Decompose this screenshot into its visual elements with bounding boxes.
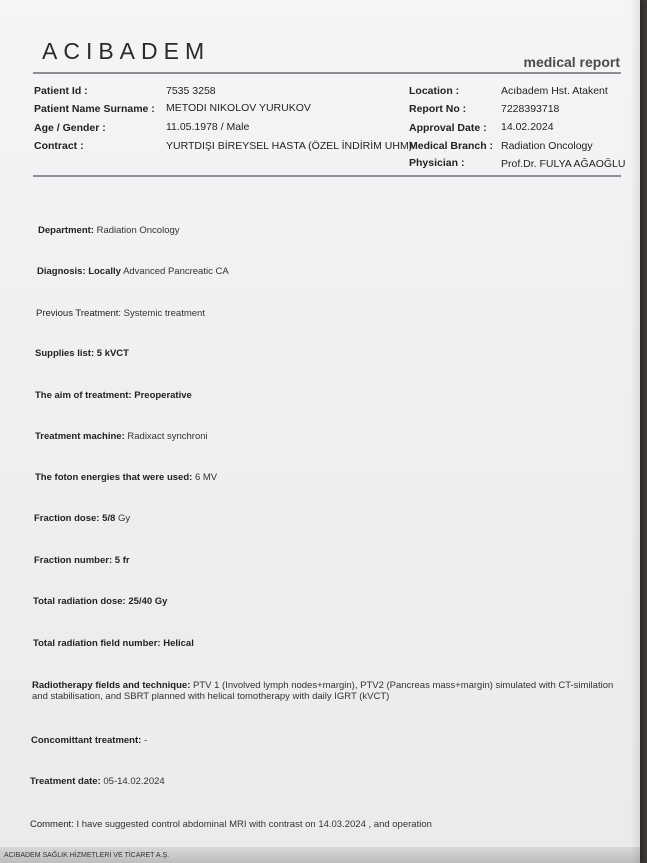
- previous-treatment-key: Previous Treatment:: [36, 308, 122, 319]
- technique-value: PTV 1 (Involved lymph nodes+margin), PTV2 (Pancreas mass+margin) simulated with CT-similation and stabilisation, and SBRT planned with helical tomotherapy with daily IGRT (kVCT): [32, 680, 614, 702]
- field-number-value: Helical: [163, 638, 194, 649]
- report-no-label: Report No :: [409, 103, 467, 115]
- physician-label: Physician :: [409, 157, 465, 169]
- header-divider-top: [33, 72, 621, 74]
- supplies-key: Supplies list:: [35, 348, 95, 359]
- diagnosis-value: Advanced Pancreatic CA: [123, 266, 229, 277]
- document-title: medical report: [523, 54, 620, 70]
- department-field: [38, 225, 628, 237]
- total-dose-field: [33, 596, 623, 608]
- fraction-dose-key: Fraction dose: 5/8: [34, 513, 116, 524]
- age-gender-value: 11.05.1978 / Male: [166, 121, 250, 133]
- treatment-machine-field: [35, 431, 625, 443]
- foton-energies-value: 6 MV: [194, 472, 218, 483]
- patient-name-label: Patient Name Surname :: [34, 103, 155, 115]
- total-dose-key: Total radiation dose:: [33, 596, 126, 607]
- foton-energies-field: [35, 472, 625, 484]
- treatment-aim-field: [35, 390, 625, 402]
- patient-id-value: 7535 3258: [166, 85, 216, 97]
- medical-branch-value: Radiation Oncology: [501, 140, 593, 152]
- treatment-aim-key: The aim of treatment:: [35, 390, 132, 401]
- location-value: Acıbadem Hst. Atakent: [501, 85, 608, 97]
- treatment-date-field: [30, 776, 620, 788]
- comment-key: Comment:: [30, 819, 74, 830]
- supplies-field: [35, 348, 625, 360]
- physician-value: Prof.Dr. FULYA AĞAOĞLU: [501, 158, 626, 170]
- previous-treatment-field: [36, 308, 626, 320]
- treatment-machine-key: Treatment machine:: [35, 431, 125, 442]
- department-value: Radiation Oncology: [96, 225, 180, 236]
- header-divider-bottom: [33, 175, 621, 177]
- paper-edge-shadow: [630, 0, 640, 863]
- contract-value: YURTDIŞI BİREYSEL HASTA (ÖZEL İNDİRİM UHM): [166, 140, 413, 152]
- concomitant-value: -: [143, 735, 148, 746]
- diagnosis-key: Diagnosis: Locally: [37, 266, 121, 277]
- technique-key: Radiotherapy fields and technique:: [32, 680, 191, 691]
- fraction-number-field: [34, 555, 624, 567]
- patient-name-value: METODI NIKOLOV YURUKOV: [166, 102, 311, 114]
- treatment-aim-value: Preoperative: [134, 390, 192, 401]
- page-footer: ACIBADEM SAĞLIK HİZMETLERİ VE TİCARET A.Ş.: [0, 847, 640, 863]
- patient-id-label: Patient Id :: [34, 85, 88, 97]
- fraction-dose-value: Gy: [117, 513, 131, 524]
- report-no-value: 7228393718: [501, 103, 560, 115]
- approval-date-label: Approval Date :: [409, 122, 487, 134]
- fraction-number-key: Fraction number:: [34, 555, 113, 566]
- fraction-number-value: 5 fr: [114, 555, 130, 566]
- field-number-field: [33, 638, 623, 650]
- location-label: Location :: [409, 85, 460, 97]
- concomitant-key: Concomittant treatment:: [31, 735, 142, 746]
- diagnosis-field: [37, 266, 627, 278]
- department-key: Department:: [38, 225, 94, 236]
- acibadem-logo: ACIBADEM: [42, 38, 211, 64]
- comment-field: [30, 819, 620, 831]
- treatment-date-value: 05-14.02.2024: [103, 776, 165, 787]
- technique-field: [32, 680, 620, 702]
- approval-date-value: 14.02.2024: [501, 121, 554, 133]
- treatment-date-key: Treatment date:: [30, 776, 101, 787]
- previous-treatment-value: Systemic treatment: [123, 308, 205, 319]
- fraction-dose-field: [34, 513, 624, 525]
- medical-branch-label: Medical Branch :: [409, 140, 494, 152]
- comment-value: I have suggested control abdominal MRI with contrast on 14.03.2024 , and operation: [76, 819, 432, 830]
- treatment-machine-value: Radixact synchroni: [127, 431, 208, 442]
- foton-energies-key: The foton energies that were used:: [35, 472, 193, 483]
- age-gender-label: Age / Gender :: [34, 122, 106, 134]
- field-number-key: Total radiation field number:: [33, 638, 161, 649]
- contract-label: Contract :: [34, 140, 84, 152]
- supplies-value: 5 kVCT: [96, 348, 129, 359]
- total-dose-value: 25/40 Gy: [128, 596, 168, 607]
- concomitant-field: [31, 735, 621, 747]
